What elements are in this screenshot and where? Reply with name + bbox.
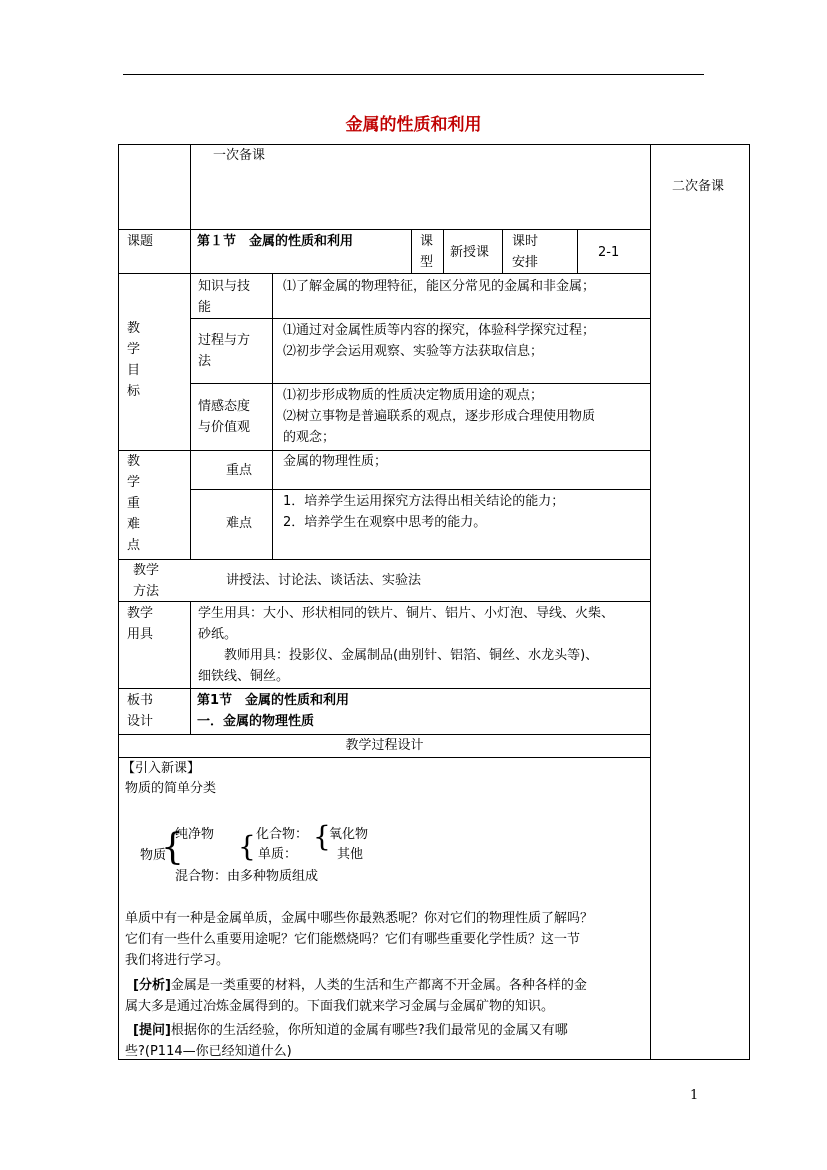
first-prep-header: 一次备课: [213, 148, 266, 163]
process-paragraph-1: 单质中有一种是金属单质，金属中哪些你最熟悉呢？你对它们的物理性质了解吗？ 它们有一些什么重要用途呢？它们能燃烧吗？它们有哪些重要化学性质？这一节 我们将进行学习。: [125, 911, 594, 968]
focus-label: 重点: [226, 463, 253, 478]
tree-other: 其他: [337, 847, 364, 862]
process-header: 教学过程设计: [345, 738, 424, 753]
type-label-2: 型: [420, 255, 434, 270]
tree-oxide: 氧化物: [329, 827, 369, 842]
tools-label: 教学 用具: [127, 606, 154, 642]
topic-label: 课题: [127, 234, 154, 249]
goals-label: 教 学 目 标: [127, 321, 141, 399]
tree-mixture: 混合物：由多种物质组成: [175, 869, 319, 884]
hours-label-1: 课时: [512, 234, 539, 249]
knowledge-label: 知识与技 能: [198, 279, 251, 315]
brace-compound: {: [313, 820, 331, 853]
question-tag: [提问]: [133, 1023, 171, 1038]
key-points-label: 教 学 重 难 点: [127, 454, 141, 553]
difficulty-label: 难点: [226, 516, 253, 531]
hours-value: 2-1: [598, 245, 620, 260]
page-title: 金属的性质和利用: [345, 115, 482, 135]
hours-label-2: 安排: [512, 255, 539, 270]
emotion-label: 情感态度 与价值观: [198, 399, 251, 435]
board-text: 第1节 金属的性质和利用 一．金属的物理性质: [197, 693, 350, 729]
tree-root: 物质: [140, 848, 167, 863]
emotion-text: ⑴初步形成物质的性质决定物质用途的观点； ⑵树立事物是普遍联系的观点，逐步形成合理使用物质 的观念；: [283, 388, 596, 445]
board-label: 板书 设计: [127, 693, 154, 729]
tools-text: 学生用具：大小、形状相同的铁片、铜片、铝片、小灯泡、导线、火柴、 砂纸。 教师用具：投影仪、金属制品(曲别针、铝箔、铜丝、水龙头等)、 细铁线、铜丝。: [198, 606, 615, 684]
process-label: 过程与方 法: [198, 333, 251, 369]
tree-element: 单质：: [258, 847, 298, 862]
intro-heading: 【引入新课】: [122, 761, 201, 776]
type-value: 新授课: [450, 245, 490, 260]
type-label-1: 课: [420, 234, 434, 249]
brace-root: {: [161, 827, 184, 868]
focus-text: 金属的物理性质；: [283, 454, 388, 469]
top-rule: [123, 74, 704, 75]
brace-pure: {: [238, 830, 256, 863]
tree-pure: 纯净物: [175, 827, 215, 842]
analysis-paragraph: [分析]金属是一类重要的材料，人类的生活和生产都离不开金属。各种各样的金 属大多是通过冶炼金属得到的。下面我们就来学习金属与金属矿物的知识。: [125, 978, 587, 1014]
methods-label: 教学 方法: [133, 563, 160, 599]
page-number: 1: [690, 1088, 699, 1103]
topic-value: 第１节 金属的性质和利用: [197, 234, 354, 249]
tree-compound: 化合物：: [256, 827, 309, 842]
question-paragraph: [提问]根据你的生活经验，你所知道的金属有哪些?我们最常见的金属又有哪 些?(P114—你已经知道什么): [125, 1023, 568, 1059]
classify-title: 物质的简单分类: [125, 781, 217, 796]
methods-text: 讲授法、讨论法、谈话法、实验法: [226, 573, 422, 588]
process-text: ⑴通过对金属性质等内容的探究，体验科学探究过程； ⑵初步学会运用观察、实验等方法获取信息；: [283, 323, 596, 359]
knowledge-text: ⑴了解金属的物理特征，能区分常见的金属和非金属；: [283, 279, 596, 294]
difficulty-text: 1．培养学生运用探究方法得出相关结论的能力； 2．培养学生在观察中思考的能力。: [283, 494, 565, 530]
second-prep-header: 二次备课: [672, 179, 725, 194]
analysis-tag: [分析]: [133, 978, 171, 993]
